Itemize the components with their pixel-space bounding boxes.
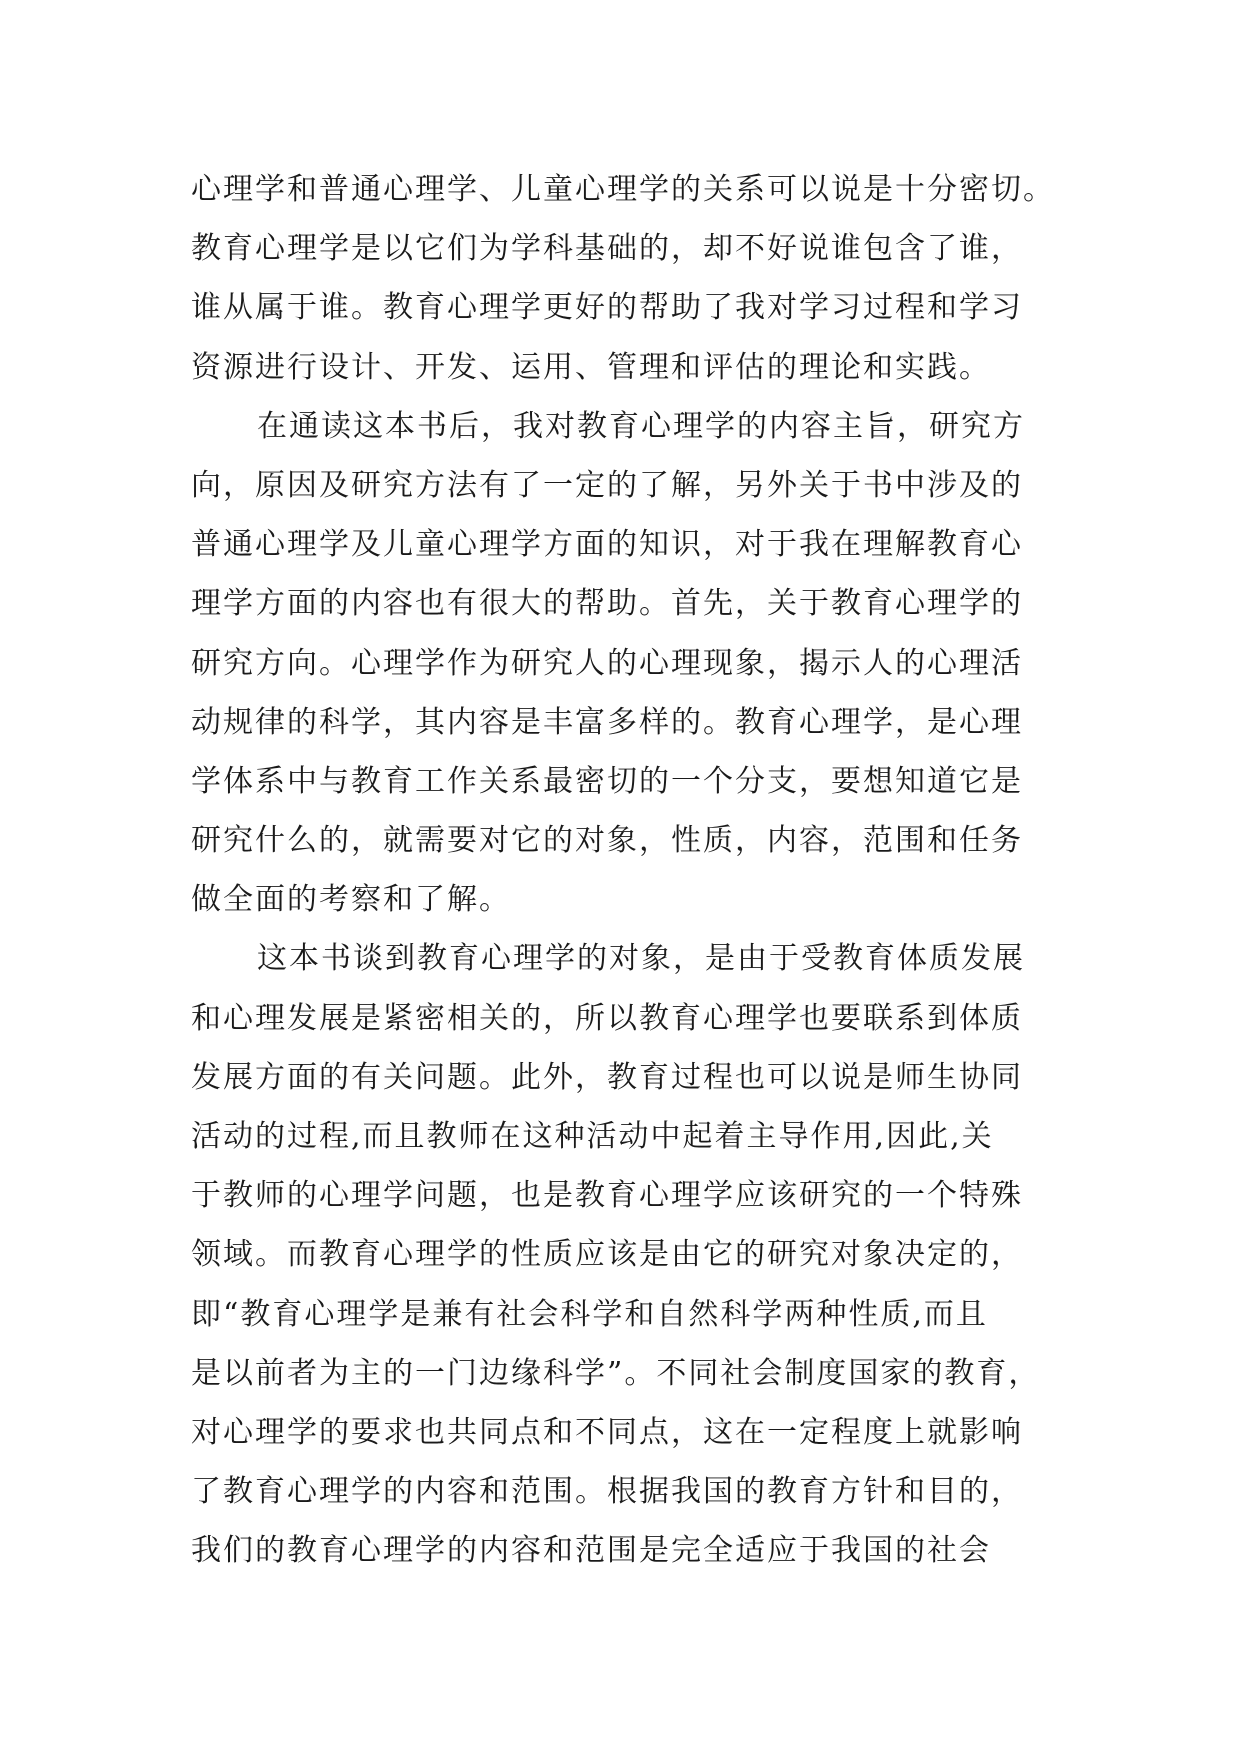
text-line: 和心理发展是紧密相关的，所以教育心理学也要联系到体质: [191, 1000, 1023, 1036]
text-line: 谁从属于谁。教育心理学更好的帮助了我对学习过程和学习: [191, 290, 1023, 326]
paragraph-start-line: 在通读这本书后，我对教育心理学的内容主旨，研究方: [257, 408, 1025, 444]
text-line: 研究什么的，就需要对它的对象，性质，内容，范围和任务: [191, 823, 1023, 859]
text-line: 于教师的心理学问题，也是教育心理学应该研究的一个特殊: [191, 1178, 1023, 1214]
text-line: 了教育心理学的内容和范围。根据我国的教育方针和目的，: [191, 1474, 1023, 1510]
text-line: 活动的过程,而且教师在这种活动中起着主导作用,因此,关: [191, 1119, 994, 1154]
text-line: 我们的教育心理学的内容和范围是完全适应于我国的社会: [191, 1533, 991, 1569]
text-line: 学体系中与教育工作关系最密切的一个分支，要想知道它是: [191, 763, 1023, 799]
text-line: 普通心理学及儿童心理学方面的知识，对于我在理解教育心: [191, 527, 1023, 563]
text-line: 理学方面的内容也有很大的帮助。首先，关于教育心理学的: [191, 586, 1023, 622]
text-line: 心理学和普通心理学、儿童心理学的关系可以说是十分密切。: [191, 172, 1055, 207]
text-line: 即“教育心理学是兼有社会科学和自然科学两种性质,而且: [191, 1296, 988, 1332]
text-line: 领域。而教育心理学的性质应该是由它的研究对象决定的，: [191, 1237, 1023, 1273]
body-text: [191, 160, 1091, 1581]
text-line: 是以前者为主的一门边缘科学”。不同社会制度国家的教育，: [191, 1355, 1041, 1391]
text-line: 动规律的科学，其内容是丰富多样的。教育心理学，是心理: [191, 704, 1023, 740]
text-line: 发展方面的有关问题。此外，教育过程也可以说是师生协同: [191, 1059, 1023, 1095]
text-line: 教育心理学是以它们为学科基础的，却不好说谁包含了谁，: [191, 231, 1023, 267]
text-line: 资源进行设计、开发、运用、管理和评估的理论和实践。: [191, 349, 991, 385]
text-line: 对心理学的要求也共同点和不同点，这在一定程度上就影响: [191, 1414, 1023, 1450]
text-line: 向，原因及研究方法有了一定的了解，另外关于书中涉及的: [191, 467, 1023, 503]
paragraph-start-line: 这本书谈到教育心理学的对象，是由于受教育体质发展: [257, 941, 1025, 977]
text-line: 研究方向。心理学作为研究人的心理现象，揭示人的心理活: [191, 645, 1023, 681]
text-line: 做全面的考察和了解。: [191, 882, 511, 918]
